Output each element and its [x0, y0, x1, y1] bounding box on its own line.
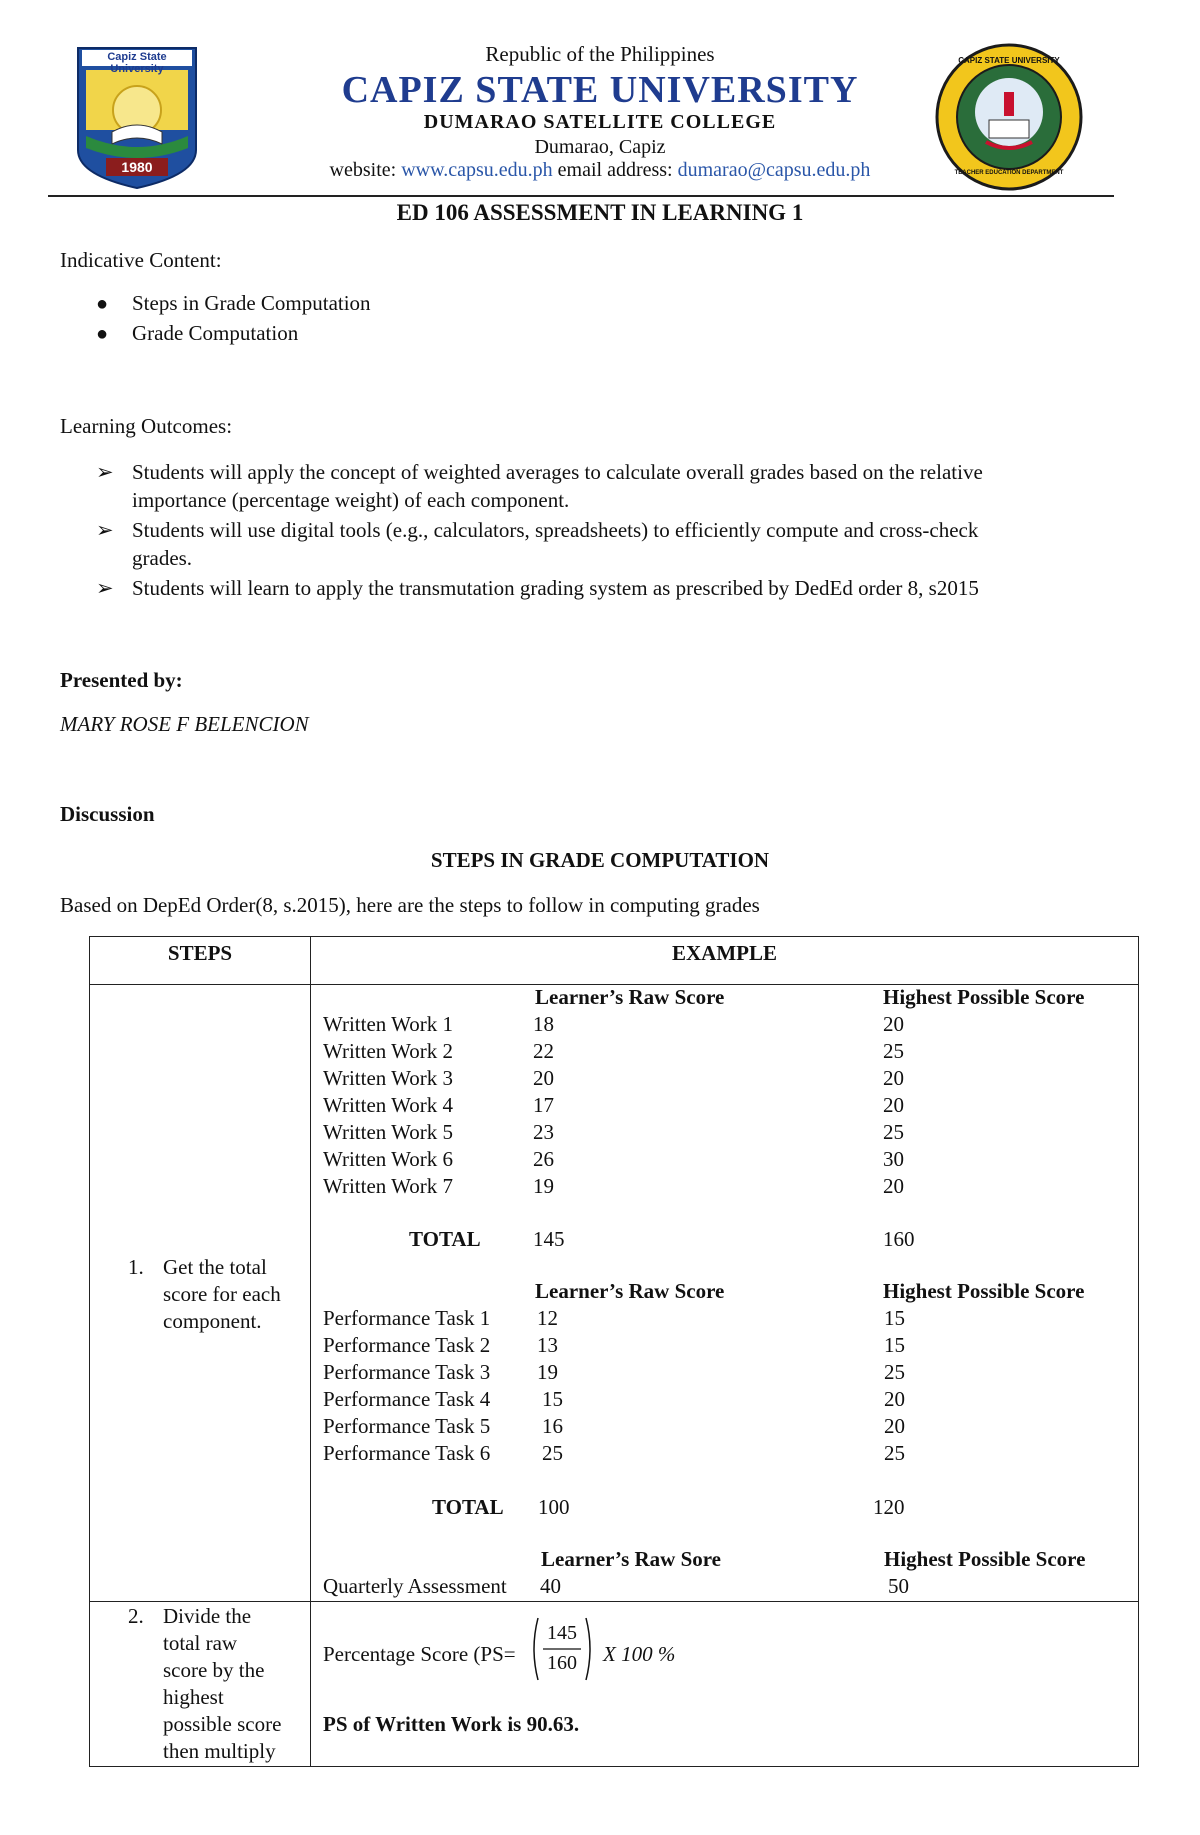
republic-text: Republic of the Philippines — [485, 42, 715, 66]
table-row — [90, 1602, 1139, 1767]
seal-top-text: CAPIZ STATE UNIVERSITY — [958, 56, 1060, 65]
steps-table — [89, 936, 1139, 1767]
step-2-example — [311, 1602, 1139, 1767]
written-raw: 17 — [533, 1093, 554, 1117]
performance-high: 25 — [884, 1441, 905, 1465]
example-header: EXAMPLE — [311, 937, 1139, 985]
performance-label: Performance Task 6 — [323, 1441, 491, 1465]
written-total-label: TOTAL — [409, 1227, 481, 1251]
performance-raw: 16 — [542, 1414, 563, 1438]
written-high: 20 — [883, 1174, 904, 1198]
performance-raw: 19 — [537, 1360, 558, 1384]
indicative-item: ● Steps in Grade Computation — [96, 291, 371, 315]
step-text: Get the total — [163, 1255, 267, 1279]
contact-line — [200, 159, 1000, 182]
step-text: then multiply — [163, 1739, 276, 1763]
arrow-bullet-icon: ➢ — [96, 518, 114, 542]
step-text: Divide the — [163, 1604, 252, 1628]
written-high: 25 — [883, 1120, 904, 1144]
written-label: Written Work 3 — [323, 1066, 454, 1090]
step-2-cell — [90, 1602, 311, 1767]
highest-score-header: Highest Possible Score — [883, 985, 1085, 1009]
university-name: CAPIZ STATE UNIVERSITY — [341, 69, 859, 111]
performance-total-raw: 100 — [538, 1495, 570, 1519]
written-high: 20 — [883, 1066, 904, 1090]
ps-denominator: 160 — [547, 1652, 577, 1674]
step-1-example — [311, 985, 1139, 1602]
written-raw: 20 — [533, 1066, 554, 1090]
step-text: highest — [163, 1685, 224, 1709]
raw-score-header: Learner’s Raw Score — [535, 985, 725, 1009]
highest-score-header: Highest Possible Score — [884, 1547, 1086, 1571]
step-number: 1. — [128, 1255, 144, 1279]
indicative-item: ● Grade Computation — [96, 321, 299, 345]
performance-label: Performance Task 3 — [323, 1360, 491, 1384]
seal-bottom-text: TEACHER EDUCATION DEPARTMENT — [954, 170, 1064, 176]
performance-label: Performance Task 1 — [323, 1306, 491, 1330]
written-label: Written Work 1 — [323, 1012, 454, 1036]
town-text: Dumarao, Capiz — [534, 136, 666, 158]
performance-label: Performance Task 4 — [323, 1387, 491, 1411]
written-raw: 23 — [533, 1120, 554, 1144]
written-raw: 26 — [533, 1147, 554, 1171]
ps-result: PS of Written Work is 90.63. — [323, 1712, 580, 1736]
website-label: website: — [329, 159, 397, 181]
ps-numerator: 145 — [547, 1622, 577, 1644]
written-high: 30 — [883, 1147, 904, 1171]
performance-high: 20 — [884, 1414, 905, 1438]
college-name: DUMARAO SATELLITE COLLEGE — [423, 111, 777, 133]
step-text: score by the — [163, 1658, 265, 1682]
performance-raw: 25 — [542, 1441, 563, 1465]
performance-total-label: TOTAL — [432, 1495, 504, 1519]
raw-score-header: Learner’s Raw Score — [535, 1279, 725, 1303]
presenter-name: MARY ROSE F BELENCION — [60, 712, 309, 736]
presented-label: Presented by: — [60, 668, 183, 692]
step-text: possible score — [163, 1712, 282, 1736]
performance-raw: 13 — [537, 1333, 558, 1357]
written-label: Written Work 6 — [323, 1147, 454, 1171]
section-title: STEPS IN GRADE COMPUTATION — [430, 848, 770, 872]
outcomes-label: Learning Outcomes: — [60, 414, 233, 438]
website-link[interactable]: www.capsu.edu.ph — [401, 159, 553, 181]
email-link[interactable]: dumarao@capsu.edu.ph — [677, 159, 871, 181]
written-high: 25 — [883, 1039, 904, 1063]
written-total-high: 160 — [883, 1227, 915, 1251]
performance-high: 20 — [884, 1387, 905, 1411]
left-logo-text: Capiz State University — [107, 51, 167, 75]
ps-formula-prefix: Percentage Score (PS= — [323, 1642, 516, 1666]
written-raw: 22 — [533, 1039, 554, 1063]
bullet-icon: ● — [96, 293, 109, 315]
left-logo-year: 1980 — [121, 159, 153, 175]
indicative-label: Indicative Content: — [60, 248, 222, 272]
discussion-label: Discussion — [60, 802, 155, 826]
written-label: Written Work 7 — [323, 1174, 454, 1198]
written-label: Written Work 5 — [323, 1120, 454, 1144]
performance-high: 15 — [884, 1306, 905, 1330]
raw-score-header: Learner’s Raw Sore — [541, 1547, 722, 1571]
written-total-raw: 145 — [533, 1227, 565, 1251]
ps-fraction — [528, 1614, 596, 1684]
written-label: Written Work 4 — [323, 1093, 454, 1117]
written-raw: 19 — [533, 1174, 554, 1198]
written-high: 20 — [883, 1012, 904, 1036]
performance-label: Performance Task 2 — [323, 1333, 491, 1357]
step-number: 2. — [128, 1604, 144, 1628]
highest-score-header: Highest Possible Score — [883, 1279, 1085, 1303]
document-title: ED 106 ASSESSMENT IN LEARNING 1 — [396, 200, 804, 225]
performance-high: 15 — [884, 1333, 905, 1357]
written-raw: 18 — [533, 1012, 554, 1036]
ps-formula-suffix: X 100 % — [603, 1642, 676, 1666]
table-header-row — [90, 937, 1139, 985]
bullet-icon: ● — [96, 323, 109, 345]
quarterly-raw: 40 — [540, 1574, 561, 1598]
written-label: Written Work 2 — [323, 1039, 454, 1063]
performance-high: 25 — [884, 1360, 905, 1384]
written-high: 20 — [883, 1093, 904, 1117]
intro-text: Based on DepEd Order(8, s.2015), here are the steps to follow in computing grades — [60, 893, 760, 917]
step-text: component. — [163, 1309, 262, 1333]
quarterly-high: 50 — [888, 1574, 909, 1598]
performance-raw: 15 — [542, 1387, 563, 1411]
step-text: total raw — [163, 1631, 238, 1655]
left-logo — [72, 40, 202, 190]
arrow-bullet-icon: ➢ — [96, 576, 114, 600]
performance-total-high: 120 — [873, 1495, 905, 1519]
performance-label: Performance Task 5 — [323, 1414, 491, 1438]
step-1-cell — [90, 985, 311, 1602]
quarterly-label: Quarterly Assessment — [323, 1574, 507, 1598]
email-label: email address: — [557, 159, 673, 181]
arrow-bullet-icon: ➢ — [96, 460, 114, 484]
table-row — [90, 985, 1139, 1602]
performance-raw: 12 — [537, 1306, 558, 1330]
step-text: score for each — [163, 1282, 281, 1306]
steps-header: STEPS — [90, 937, 311, 985]
header-divider — [48, 195, 1114, 197]
